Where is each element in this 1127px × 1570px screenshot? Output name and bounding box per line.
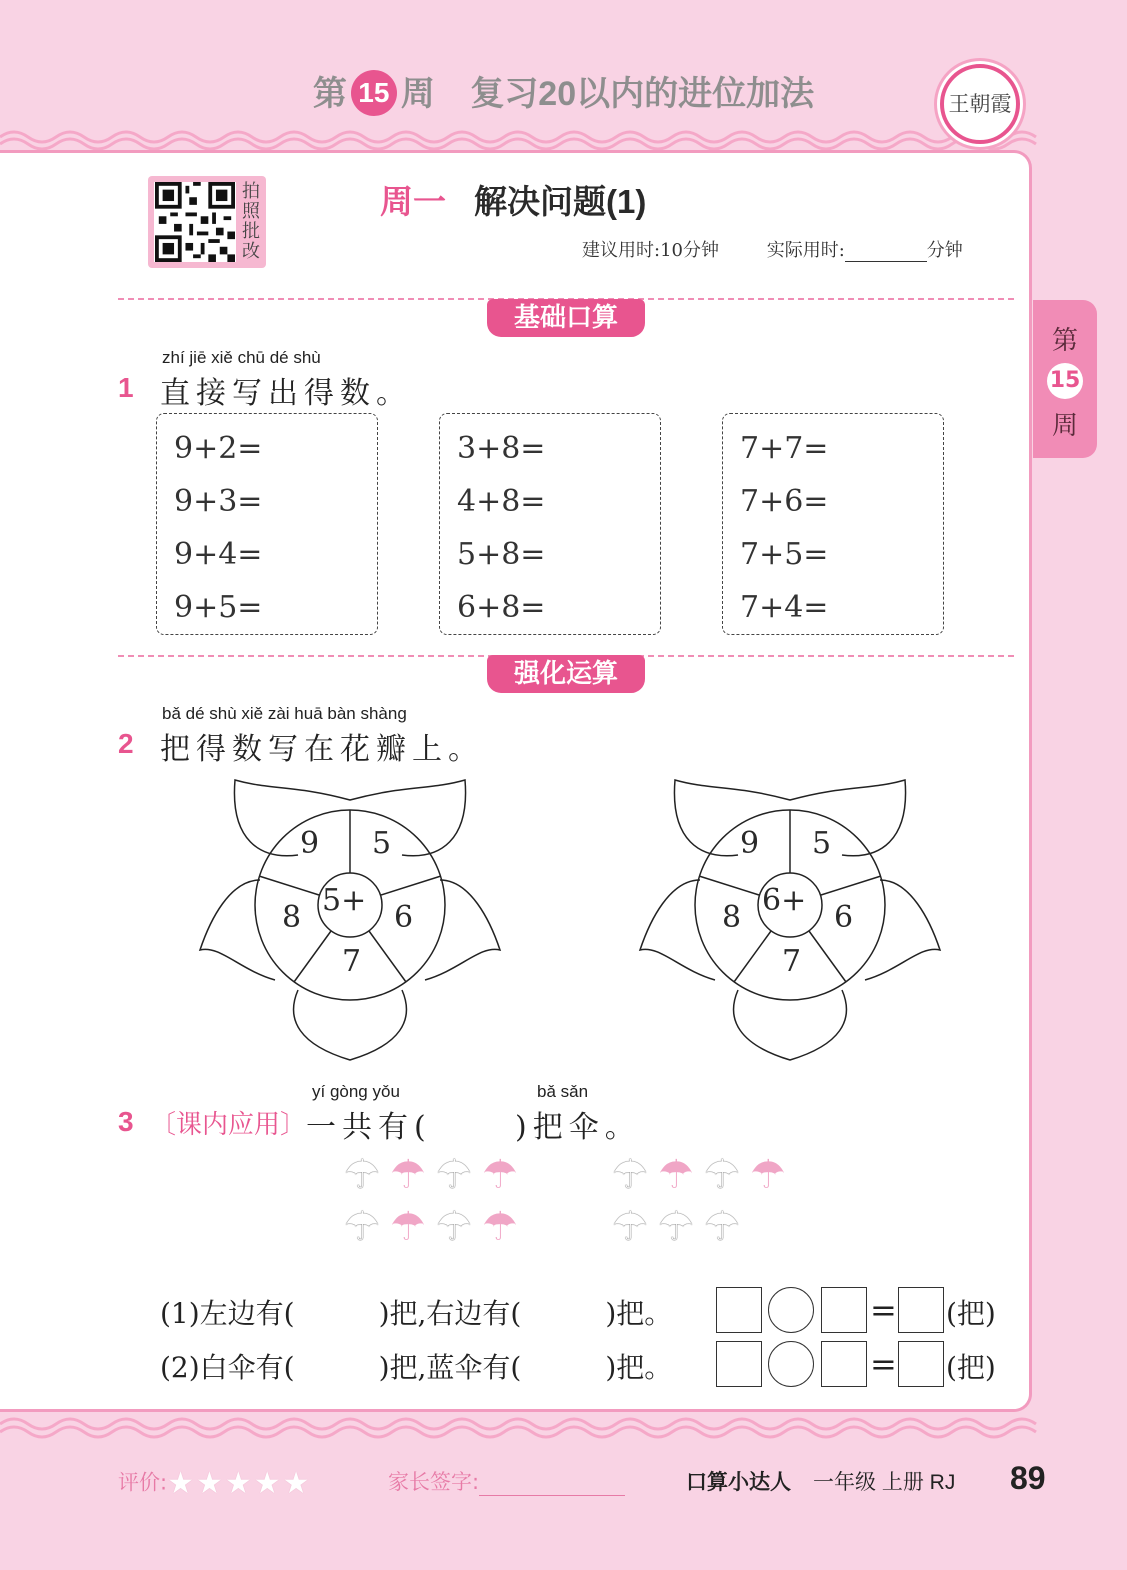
- signature-blank[interactable]: [479, 1474, 625, 1496]
- q1-number: 1: [118, 372, 134, 403]
- q2-number: 2: [118, 728, 134, 759]
- calc-problem[interactable]: 9+2=: [174, 431, 263, 466]
- parent-signature: [388, 1466, 625, 1496]
- q2-text: 把得数写在花瓣上。: [160, 732, 484, 767]
- q3-line-1: (1)左边有( )把,右边有( )把。: [160, 1297, 673, 1330]
- rating-label: 评价:: [118, 1470, 168, 1495]
- flower-number: 5: [812, 826, 832, 861]
- flower-number: 6: [834, 900, 854, 935]
- section-tag-strengthen: 强化运算: [487, 655, 645, 693]
- answer-box[interactable]: [716, 1287, 762, 1333]
- bottom-wavy-border: [0, 1414, 1127, 1444]
- calc-problem[interactable]: 6+8=: [457, 590, 546, 625]
- umbrella-icon: ☂: [482, 1152, 518, 1198]
- calc-problem[interactable]: 4+8=: [457, 484, 546, 519]
- actual-time-label: 实际用时:: [766, 240, 845, 261]
- umbrella-icon: ☂: [482, 1204, 518, 1250]
- book-grade: 一年级 上册 RJ: [813, 1471, 956, 1494]
- q3-line-2: (2)白伞有( )把,蓝伞有( )把。: [160, 1351, 673, 1384]
- umbrella-group-right: [612, 1152, 802, 1265]
- umbrella-icon: ☂: [344, 1152, 380, 1198]
- answer-box[interactable]: [898, 1287, 944, 1333]
- week-title: 复习20以内的进位加法: [470, 75, 815, 113]
- flower-number: 7: [782, 944, 802, 979]
- stamp-text: 王朝霞: [948, 92, 1012, 116]
- qr-code-block[interactable]: [148, 176, 266, 268]
- q3-pinyin-1: yí gòng yǒu: [312, 1082, 400, 1101]
- answer-box[interactable]: [821, 1341, 867, 1387]
- umbrella-icon: ☂: [390, 1204, 426, 1250]
- section-tag-basic: 基础口算: [487, 299, 645, 337]
- umbrella-icon: ☂: [436, 1152, 472, 1198]
- lesson-title: [380, 176, 760, 223]
- q2-pinyin: bǎ dé shù xiě zài huā bàn shàng: [162, 704, 407, 723]
- umbrella-icon: ☂: [436, 1204, 472, 1250]
- umbrella-icon: ☂: [612, 1152, 648, 1198]
- flower-number: 9: [740, 826, 760, 861]
- umbrella-group-left: [344, 1152, 534, 1265]
- rating-stars-icon[interactable]: ★★★★★: [167, 1466, 312, 1501]
- flower-number: 6: [394, 900, 414, 935]
- calc-box-2: [439, 413, 661, 635]
- side-tab-number: 15: [1047, 363, 1083, 399]
- q3-tag: 〔课内应用〕: [150, 1110, 307, 1140]
- flower-number: 8: [722, 900, 742, 935]
- q3-unit-2: (把): [946, 1351, 996, 1384]
- umbrella-icon: ☂: [704, 1152, 740, 1198]
- calc-problem[interactable]: 9+3=: [174, 484, 263, 519]
- book-name: 口算小达人: [686, 1471, 791, 1494]
- page-number: 89: [1010, 1460, 1046, 1496]
- calc-problem[interactable]: 7+6=: [740, 484, 829, 519]
- rating: [118, 1466, 312, 1501]
- flower-number: 9: [300, 826, 320, 861]
- calc-box-1: [156, 413, 378, 635]
- operator-circle[interactable]: [768, 1287, 814, 1333]
- flower-number: 8: [282, 900, 302, 935]
- q3-text-before: 一共有(: [306, 1110, 432, 1145]
- q3-number: 3: [118, 1106, 134, 1137]
- week-number-badge: 15: [351, 70, 397, 116]
- week-suffix: 周: [400, 75, 435, 113]
- q3-text-after: )把伞。: [515, 1110, 641, 1145]
- flower-center: 5+: [322, 883, 367, 918]
- brand-stamp-logo: [940, 64, 1020, 144]
- side-tab-suffix: 周: [1051, 411, 1078, 441]
- equals-sign: =: [870, 1291, 897, 1329]
- operator-circle[interactable]: [768, 1341, 814, 1387]
- qr-code-icon[interactable]: [154, 182, 236, 262]
- answer-box[interactable]: [898, 1341, 944, 1387]
- answer-box[interactable]: [821, 1287, 867, 1333]
- equals-sign: =: [870, 1345, 897, 1383]
- sign-label: 家长签字:: [388, 1470, 480, 1494]
- actual-time-unit: 分钟: [926, 240, 963, 261]
- q1-text: 直接写出得数。: [160, 376, 412, 411]
- calc-problem[interactable]: 7+5=: [740, 537, 829, 572]
- umbrella-icon: ☂: [390, 1152, 426, 1198]
- calc-problem[interactable]: 9+4=: [174, 537, 263, 572]
- week-prefix: 第: [312, 75, 347, 113]
- lesson-name: 解决问题(1): [474, 183, 647, 220]
- q3-pinyin-2: bǎ sǎn: [537, 1082, 589, 1101]
- calc-problem[interactable]: 3+8=: [457, 431, 546, 466]
- umbrella-icon: ☂: [658, 1204, 694, 1250]
- flower-number: 7: [342, 944, 362, 979]
- side-tab-prefix: 第: [1051, 326, 1078, 356]
- q3-unit-1: (把): [946, 1297, 996, 1330]
- time-line: [582, 236, 963, 262]
- actual-time-blank[interactable]: [845, 244, 927, 262]
- calc-problem[interactable]: 7+4=: [740, 590, 829, 625]
- lesson-day: 周一: [380, 183, 446, 220]
- calc-problem[interactable]: 5+8=: [457, 537, 546, 572]
- umbrella-icon: ☂: [658, 1152, 694, 1198]
- umbrella-icon: ☂: [704, 1204, 740, 1250]
- q1-pinyin: zhí jiē xiě chū dé shù: [162, 348, 321, 367]
- answer-box[interactable]: [716, 1341, 762, 1387]
- flower-center: 6+: [762, 883, 807, 918]
- suggested-time: 建议用时:10分钟: [582, 240, 719, 261]
- side-week-tab: [1033, 300, 1097, 458]
- calc-box-3: [722, 413, 944, 635]
- umbrella-icon: ☂: [750, 1152, 786, 1198]
- calc-problem[interactable]: 9+5=: [174, 590, 263, 625]
- qr-label: 拍照批改: [242, 181, 260, 262]
- flower-number: 5: [372, 826, 392, 861]
- book-info: [686, 1466, 955, 1496]
- umbrella-icon: ☂: [344, 1204, 380, 1250]
- umbrella-icon: ☂: [612, 1204, 648, 1250]
- calc-problem[interactable]: 7+7=: [740, 431, 829, 466]
